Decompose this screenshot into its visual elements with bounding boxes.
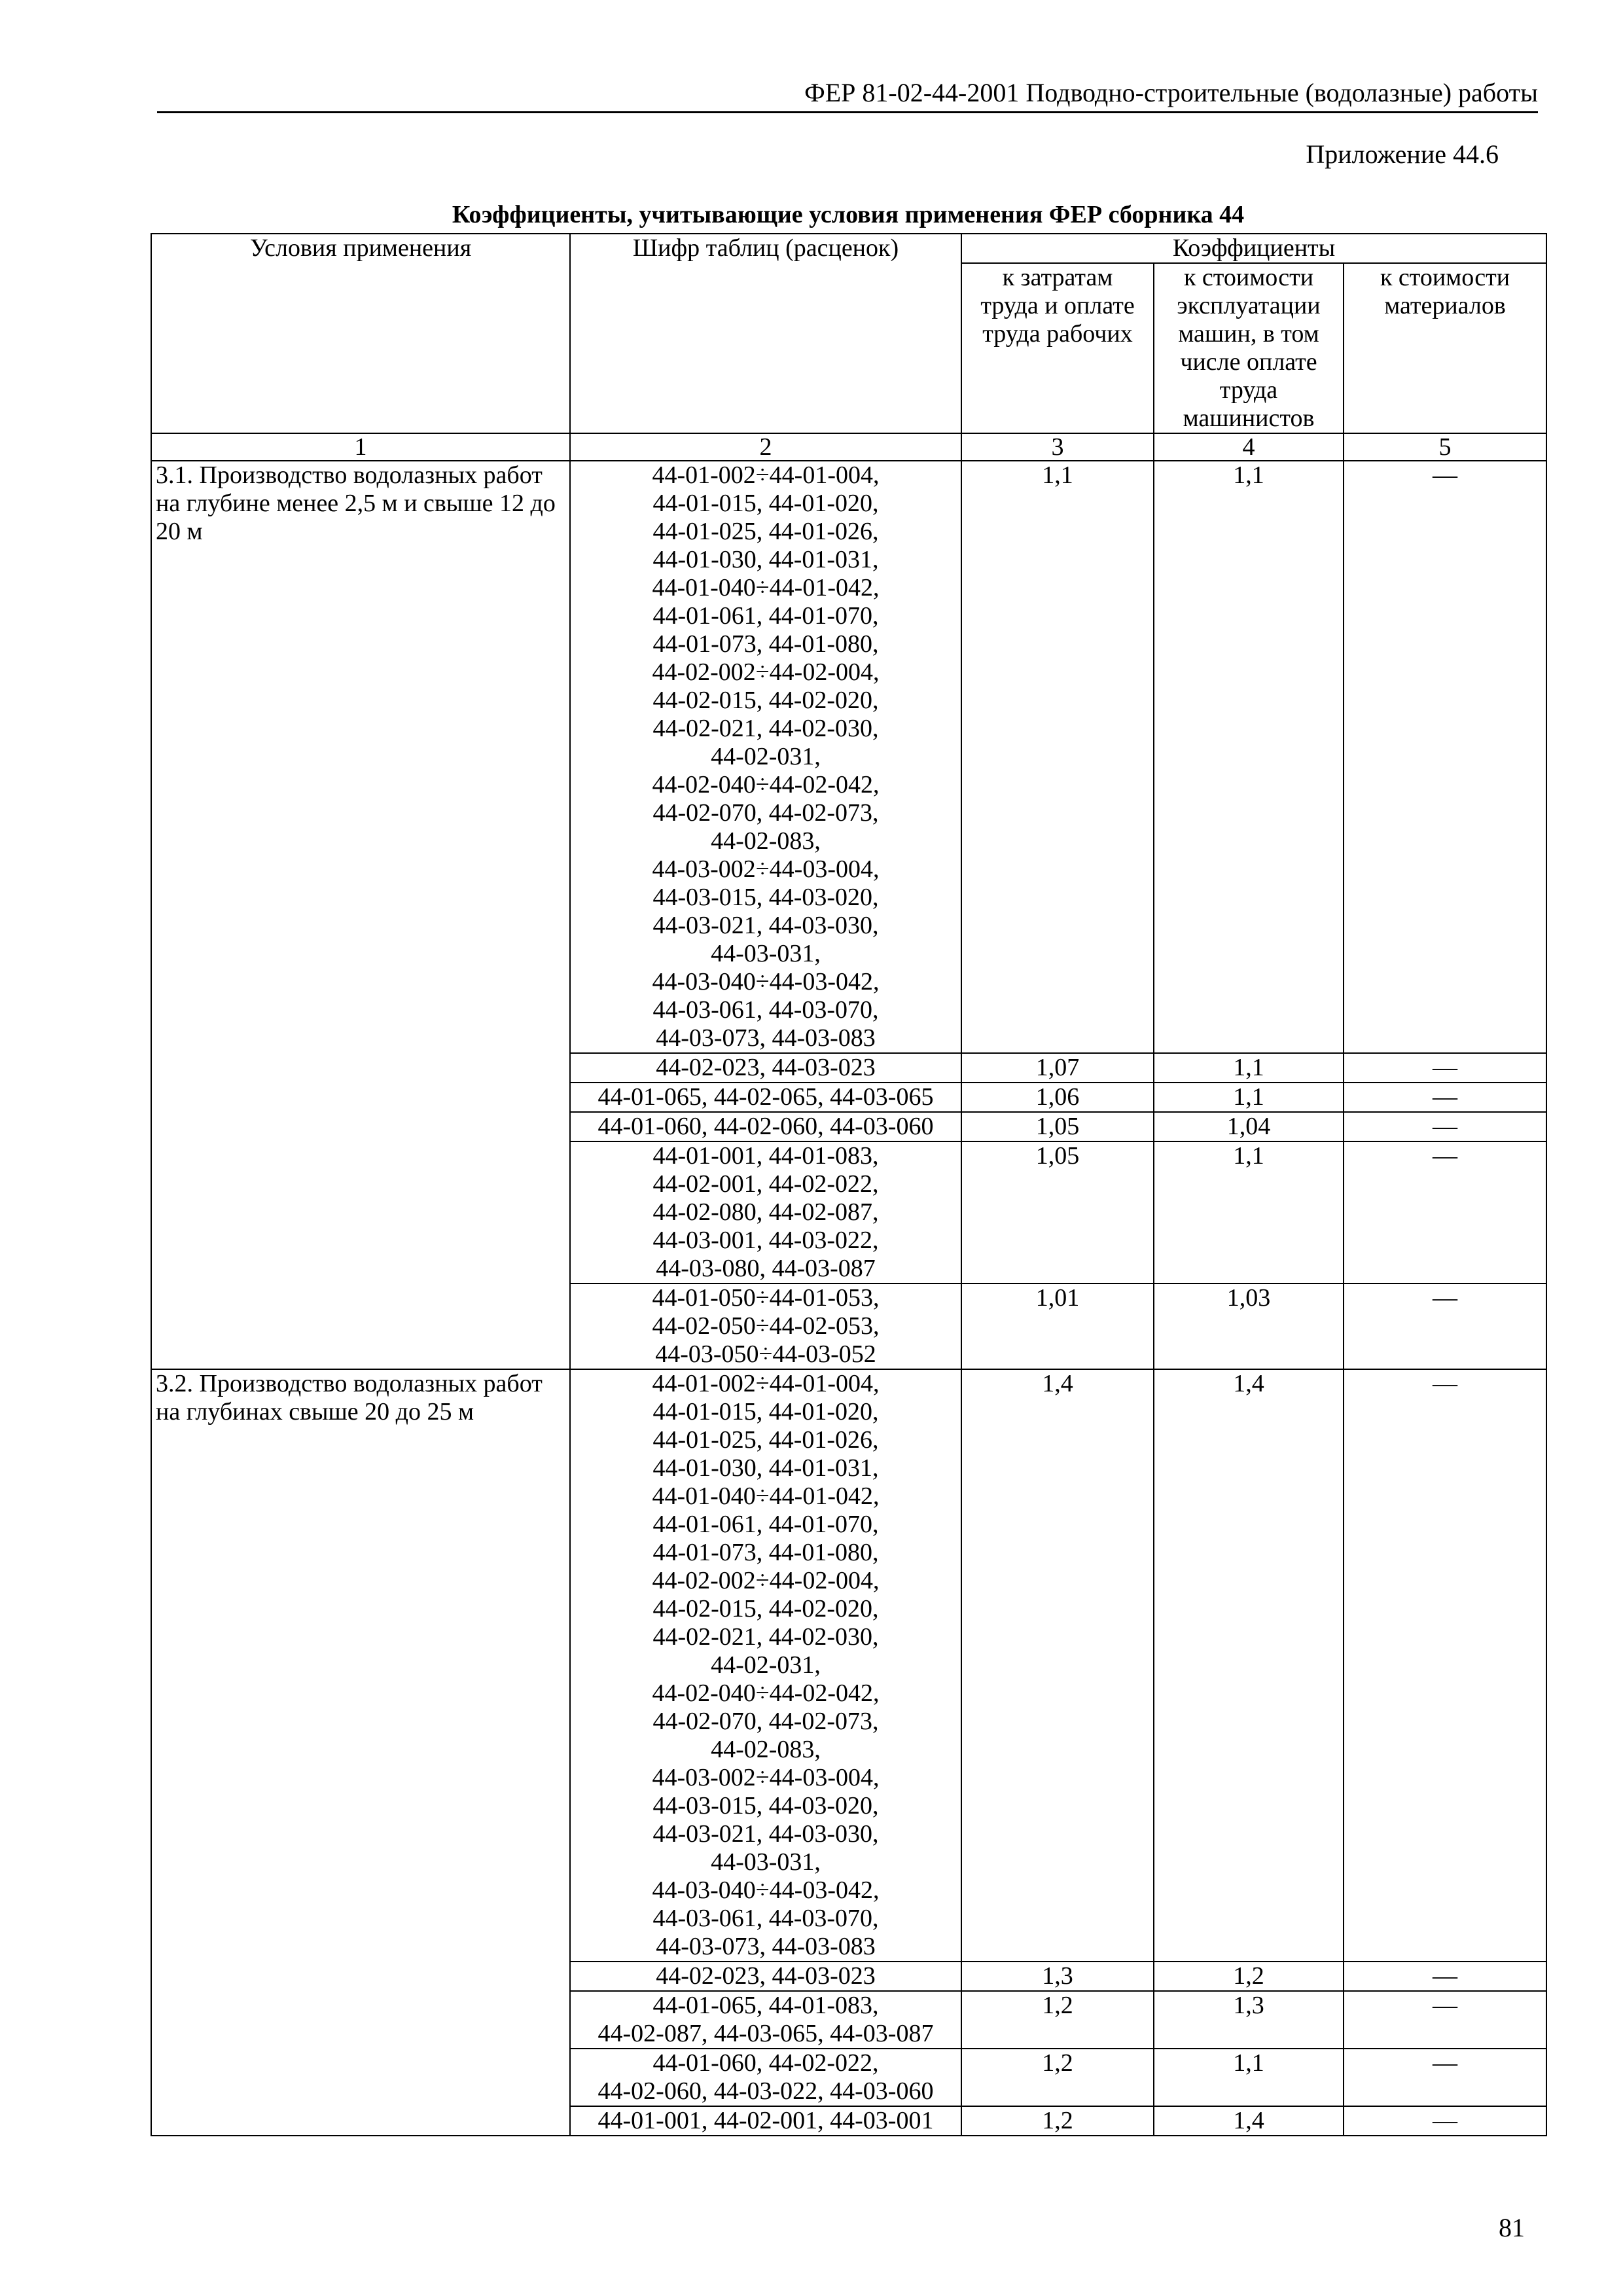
header-codes: Шифр таблиц (расценок) — [570, 234, 961, 433]
machines-coef: 1,2 — [1154, 1962, 1344, 1991]
codes-cell: 44-01-060, 44-02-060, 44-03-060 — [570, 1112, 961, 1141]
column-number: 1 — [151, 433, 570, 461]
machines-coef: 1,1 — [1154, 461, 1344, 1053]
machines-coef: 1,1 — [1154, 1141, 1344, 1283]
labor-coef: 1,2 — [961, 2049, 1154, 2106]
codes-cell: 44-01-001, 44-01-083, 44-02-001, 44-02-022, 44-02-080, 44-02-087, 44-03-001, 44-03-022, 44-03-080, 44-03-087 — [570, 1141, 961, 1283]
materials-coef: — — [1344, 461, 1546, 1053]
machines-coef: 1,3 — [1154, 1991, 1344, 2049]
materials-coef: — — [1344, 1283, 1546, 1369]
header-row-1 — [151, 234, 1546, 263]
materials-coef: — — [1344, 2049, 1546, 2106]
labor-coef: 1,07 — [961, 1053, 1154, 1083]
page-number: 81 — [1499, 2213, 1525, 2242]
codes-cell: 44-01-001, 44-02-001, 44-03-001 — [570, 2106, 961, 2136]
labor-coef: 1,01 — [961, 1283, 1154, 1369]
machines-coef: 1,04 — [1154, 1112, 1344, 1141]
table-row — [151, 461, 1546, 1053]
machines-coef: 1,4 — [1154, 2106, 1344, 2136]
labor-coef: 1,4 — [961, 1369, 1154, 1962]
materials-coef: — — [1344, 1053, 1546, 1083]
column-number: 4 — [1154, 433, 1344, 461]
machines-coef: 1,4 — [1154, 1369, 1344, 1962]
codes-cell: 44-02-023, 44-03-023 — [570, 1962, 961, 1991]
materials-coef: — — [1344, 1991, 1546, 2049]
labor-coef: 1,2 — [961, 2106, 1154, 2136]
machines-coef: 1,1 — [1154, 2049, 1344, 2106]
column-number: 2 — [570, 433, 961, 461]
labor-coef: 1,05 — [961, 1112, 1154, 1141]
labor-coef: 1,1 — [961, 461, 1154, 1053]
column-number: 3 — [961, 433, 1154, 461]
labor-coef: 1,3 — [961, 1962, 1154, 1991]
materials-coef: — — [1344, 1112, 1546, 1141]
header-coefficients: Коэффициенты — [961, 234, 1546, 263]
machines-coef: 1,1 — [1154, 1083, 1344, 1112]
machines-coef: 1,1 — [1154, 1053, 1344, 1083]
codes-cell: 44-01-065, 44-01-083, 44-02-087, 44-03-065, 44-03-087 — [570, 1991, 961, 2049]
materials-coef: — — [1344, 1083, 1546, 1112]
codes-cell: 44-01-002÷44-01-004, 44-01-015, 44-01-020, 44-01-025, 44-01-026, 44-01-030, 44-01-031, 44-01-040÷44-01-042, 44-01-061, 44-01-070, 44-01-073, 44-01-080, 44-02-002÷44-02-004, 44-02-015, 44-02-020, 44-02-021, 44-02-030, 44-02-031, 44-02-040÷44-02-042, 44-02-070, 44-02-073, 44-02-083, 44-03-002÷44-03-004, 44-03-015, 44-03-020, 44-03-021, 44-03-030, 44-03-031, 44-03-040÷44-03-042, 44-03-061, 44-03-070, 44-03-073, 44-03-083 — [570, 461, 961, 1053]
materials-coef: — — [1344, 1962, 1546, 1991]
materials-coef: — — [1344, 1369, 1546, 1962]
materials-coef: — — [1344, 2106, 1546, 2136]
materials-coef: — — [1344, 1141, 1546, 1283]
header-conditions: Условия применения — [151, 234, 570, 433]
header-materials: к стоимости материалов — [1344, 263, 1546, 433]
codes-cell: 44-01-050÷44-01-053, 44-02-050÷44-02-053, 44-03-050÷44-03-052 — [570, 1283, 961, 1369]
labor-coef: 1,06 — [961, 1083, 1154, 1112]
codes-cell: 44-01-065, 44-02-065, 44-03-065 — [570, 1083, 961, 1112]
column-number-row — [151, 433, 1546, 461]
condition-3-2: 3.2. Производство водолазных работ на глубинах свыше 20 до 25 м — [151, 1369, 570, 2136]
codes-cell: 44-01-002÷44-01-004, 44-01-015, 44-01-020, 44-01-025, 44-01-026, 44-01-030, 44-01-031, 44-01-040÷44-01-042, 44-01-061, 44-01-070, 44-01-073, 44-01-080, 44-02-002÷44-02-004, 44-02-015, 44-02-020, 44-02-021, 44-02-030, 44-02-031, 44-02-040÷44-02-042, 44-02-070, 44-02-073, 44-02-083, 44-03-002÷44-03-004, 44-03-015, 44-03-020, 44-03-021, 44-03-030, 44-03-031, 44-03-040÷44-03-042, 44-03-061, 44-03-070, 44-03-073, 44-03-083 — [570, 1369, 961, 1962]
codes-cell: 44-02-023, 44-03-023 — [570, 1053, 961, 1083]
condition-3-1: 3.1. Производство водолазных работ на глубине менее 2,5 м и свыше 12 до 20 м — [151, 461, 570, 1369]
table-title: Коэффициенты, учитывающие условия применения ФЕР сборника 44 — [452, 201, 1245, 228]
codes-cell: 44-01-060, 44-02-022, 44-02-060, 44-03-022, 44-03-060 — [570, 2049, 961, 2106]
header-labor: к затратам труда и оплате труда рабочих — [961, 263, 1154, 433]
coefficients-table — [151, 233, 1547, 2136]
labor-coef: 1,05 — [961, 1141, 1154, 1283]
column-number: 5 — [1344, 433, 1546, 461]
header-machines: к стоимости эксплуатации машин, в том числе оплате труда машинистов — [1154, 263, 1344, 433]
appendix-label: Приложение 44.6 — [1306, 139, 1499, 169]
table-row — [151, 1369, 1546, 1962]
machines-coef: 1,03 — [1154, 1283, 1344, 1369]
running-title: ФЕР 81-02-44-2001 Подводно-строительные (водолазные) работы — [157, 77, 1538, 113]
labor-coef: 1,2 — [961, 1991, 1154, 2049]
